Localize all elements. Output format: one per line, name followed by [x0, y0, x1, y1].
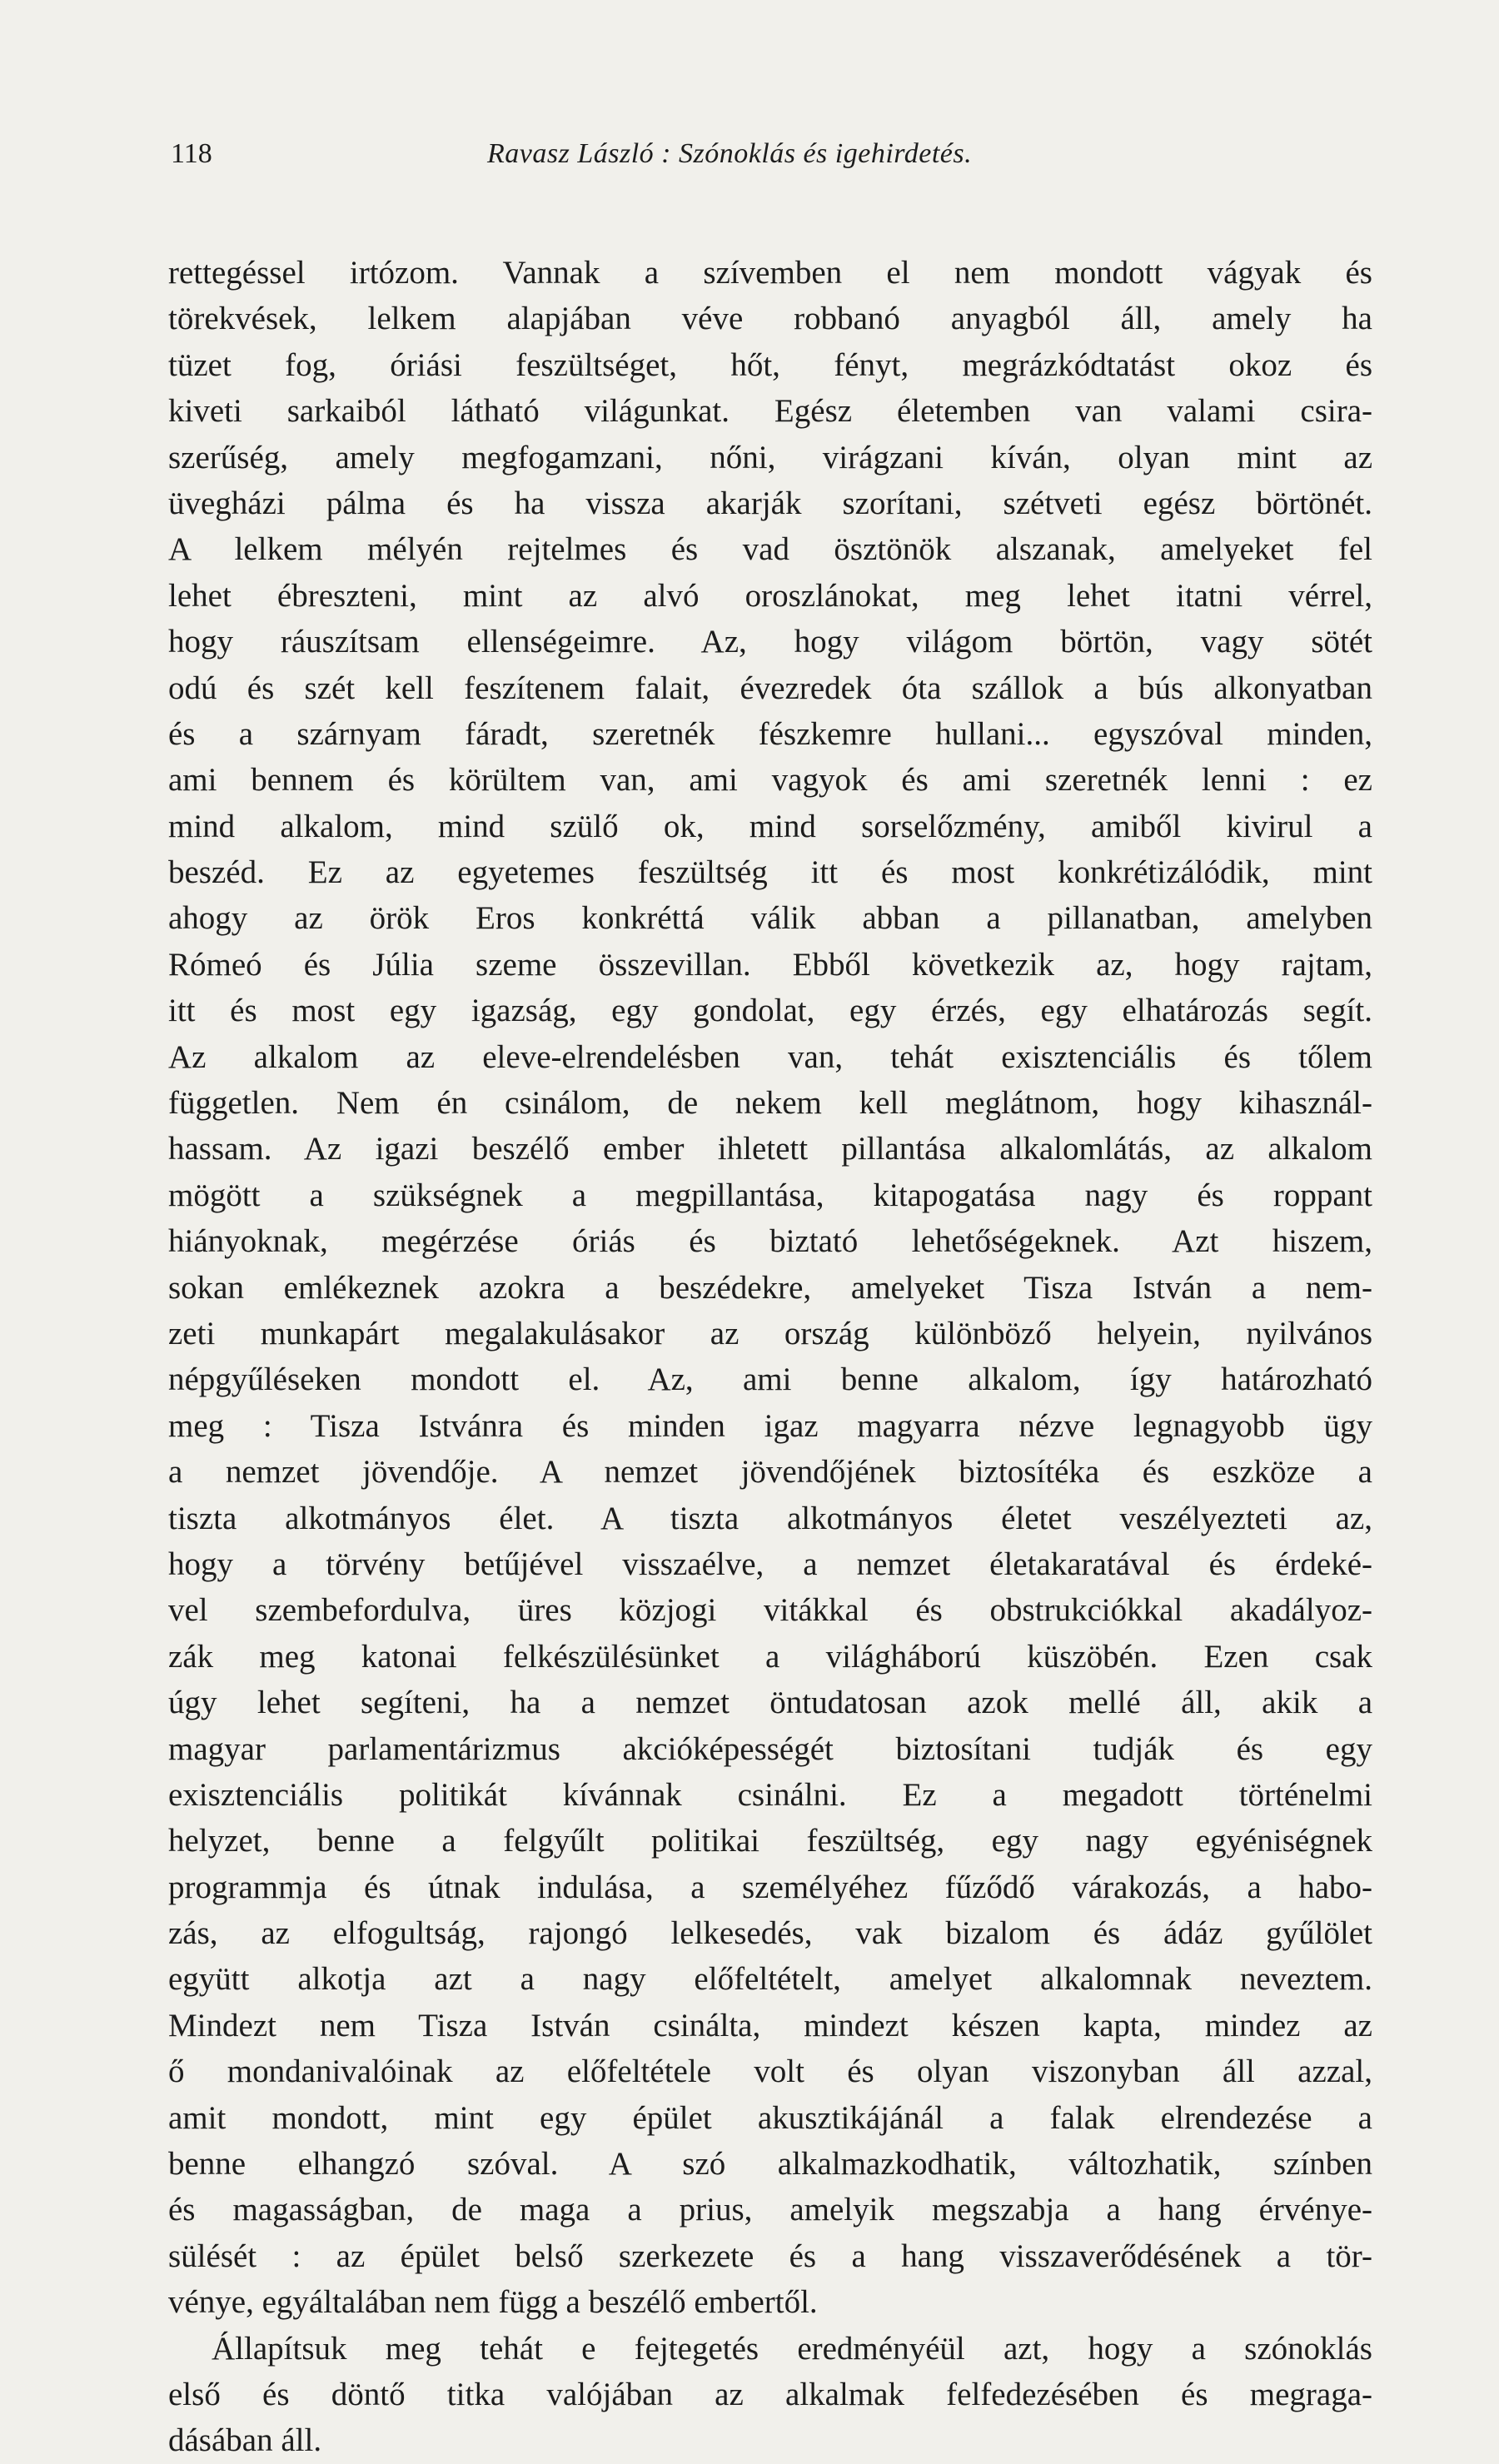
- text-line: Az alkalom az eleve-elrendelésben van, tehát exisztenciális és tőlem: [168, 1038, 1372, 1075]
- text-line: programmja és útnak indulása, a személyéhez fűződő várakozás, a habo-: [168, 1869, 1372, 1905]
- text-line: kiveti sarkaiból látható világunkat. Egész életemben van valami csira-: [168, 393, 1372, 430]
- text-line: zák meg katonai felkészülésünket a világháború küszöbén. Ezen csak: [168, 1638, 1372, 1675]
- text-line: mögött a szükségnek a megpillantása, kitapogatása nagy és roppant: [168, 1177, 1372, 1213]
- body-text: [168, 250, 1372, 2464]
- text-line: szerűség, amely megfogamzani, nőni, virágzani kíván, olyan mint az: [168, 439, 1372, 475]
- text-line: magyar parlamentárizmus akcióképességét biztosítani tudják és egy: [168, 1730, 1372, 1767]
- text-line: meg : Tisza Istvánra és minden igaz magyarra nézve legnagyobb ügy: [168, 1407, 1372, 1444]
- text-line: mind alkalom, mind szülő ok, mind sorselőzmény, amiből kivirul a: [168, 808, 1372, 844]
- text-line: úgy lehet segíteni, ha a nemzet öntudatosan azok mellé áll, akik a: [168, 1685, 1372, 1721]
- text-line: sülését : az épület belső szerkezete és a hang visszaverődésének a tör-: [168, 2238, 1372, 2274]
- text-line: a nemzet jövendője. A nemzet jövendőjének biztosítéka és eszköze a: [168, 1454, 1372, 1491]
- text-line: tiszta alkotmányos élet. A tiszta alkotmányos életet veszélyezteti az,: [168, 1500, 1372, 1536]
- text-line: együtt alkotja azt a nagy előfeltételt, amelyet alkalomnak neveztem.: [168, 1961, 1372, 1998]
- running-title: Ravasz László : Szónoklás és igehirdetés.: [487, 138, 973, 169]
- text-line: Állapítsuk meg tehát e fejtegetés eredményéül azt, hogy a szónoklás: [212, 2330, 1372, 2367]
- running-head: [171, 133, 1370, 175]
- text-line: hiányoknak, megérzése óriás és biztató lehetőségeknek. Azt hiszem,: [168, 1223, 1372, 1260]
- text-line: sokan emlékeznek azokra a beszédekre, amelyeket Tisza István a nem-: [168, 1269, 1372, 1306]
- text-line: és magasságban, de maga a prius, amelyik megszabja a hang érvénye-: [168, 2192, 1372, 2228]
- text-line: tüzet fog, óriási feszültséget, hőt, fényt, megrázkódtatást okoz és: [168, 346, 1372, 383]
- text-line: és a szárnyam fáradt, szeretnék fészkemre hullani... egyszóval minden,: [168, 715, 1372, 752]
- text-line: zás, az elfogultság, rajongó lelkesedés, vak bizalom és ádáz gyűlölet: [168, 1915, 1372, 1952]
- text-line: A lelkem mélyén rejtelmes és vad ösztönök alszanak, amelyeket fel: [168, 531, 1372, 568]
- text-line: ő mondanivalóinak az előfeltétele volt és olyan viszonyban áll azzal,: [168, 2053, 1372, 2090]
- text-line: vénye, egyáltalában nem függ a beszélő embertől.: [168, 2284, 818, 2321]
- text-line: Rómeó és Júlia szeme összevillan. Ebből következik az, hogy rajtam,: [168, 946, 1372, 983]
- text-line: vel szembefordulva, üres közjogi vitákkal és obstrukciókkal akadályoz-: [168, 1592, 1372, 1629]
- text-line: exisztenciális politikát kívánnak csinálni. Ez a megadott történelmi: [168, 1776, 1372, 1813]
- text-line: zeti munkapárt megalakulásakor az ország különböző helyein, nyilvános: [168, 1315, 1372, 1351]
- text-line: ahogy az örök Eros konkréttá válik abban a pillanatban, amelyben: [168, 900, 1372, 937]
- text-line: benne elhangzó szóval. A szó alkalmazkodhatik, változhatik, színben: [168, 2146, 1372, 2183]
- page-number: 118: [171, 138, 212, 169]
- text-line: dásában áll.: [168, 2422, 322, 2459]
- text-line: független. Nem én csinálom, de nekem kell meglátnom, hogy kihasznál-: [168, 1085, 1372, 1122]
- text-line: Mindezt nem Tisza István csinálta, mindezt készen kapta, mindez az: [168, 2007, 1372, 2043]
- text-line: itt és most egy igazság, egy gondolat, egy érzés, egy elhatározás segít.: [168, 993, 1372, 1029]
- text-line: hogy ráuszítsam ellenségeimre. Az, hogy világom börtön, vagy sötét: [168, 624, 1372, 660]
- text-line: lehet ébreszteni, mint az alvó oroszlánokat, meg lehet itatni vérrel,: [168, 577, 1372, 614]
- text-line: beszéd. Ez az egyetemes feszültség itt és most konkrétizálódik, mint: [168, 854, 1372, 891]
- text-line: helyzet, benne a felgyűlt politikai feszültség, egy nagy egyéniségnek: [168, 1823, 1372, 1859]
- text-line: rettegéssel irtózom. Vannak a szívemben el nem mondott vágyak és: [168, 255, 1372, 291]
- text-line: első és döntő titka valójában az alkalmak felfedezésében és megraga-: [168, 2376, 1372, 2412]
- text-line: hassam. Az igazi beszélő ember ihletett pillantása alkalomlátás, az alkalom: [168, 1131, 1372, 1167]
- text-line: ami bennem és körültem van, ami vagyok és ami szeretnék lenni : ez: [168, 762, 1372, 799]
- text-line: odú és szét kell feszítenem falait, évezredek óta szállok a bús alkonyatban: [168, 670, 1372, 706]
- text-line: hogy a törvény betűjével visszaélve, a nemzet életakaratával és érdeké-: [168, 1546, 1372, 1582]
- text-line: népgyűléseken mondott el. Az, ami benne alkalom, így határozható: [168, 1361, 1372, 1398]
- text-line: törekvések, lelkem alapjában véve robbanó anyagból áll, amely ha: [168, 301, 1372, 337]
- text-line: üvegházi pálma és ha vissza akarják szorítani, szétveti egész börtönét.: [168, 485, 1372, 521]
- text-line: amit mondott, mint egy épület akusztikájánál a falak elrendezése a: [168, 2099, 1372, 2136]
